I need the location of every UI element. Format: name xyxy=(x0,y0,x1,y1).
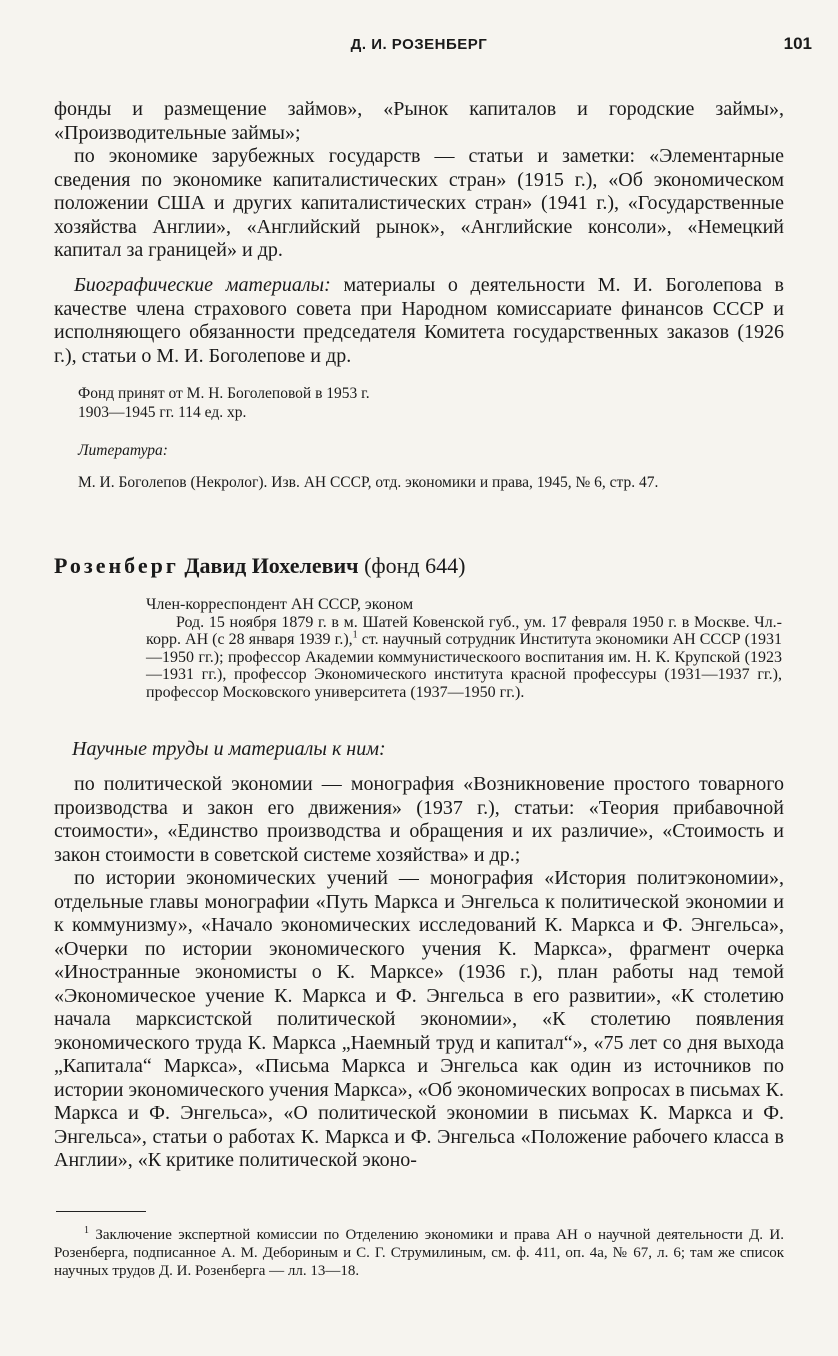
person-heading xyxy=(54,553,784,579)
page-number: 101 xyxy=(783,34,812,53)
bio-materials-section xyxy=(54,274,784,368)
works-heading: Научные труды и материалы к ним: xyxy=(72,738,386,760)
person-surname: Розенберг xyxy=(54,553,179,578)
footnote-ref: 1 xyxy=(352,629,358,641)
fund-info xyxy=(78,385,778,422)
person-fund: (фонд 644) xyxy=(358,553,466,578)
literature-text: М. И. Боголепов (Некролог). Изв. АН СССР, отд. экономики и права, 1945, № 6, стр. 47. xyxy=(78,474,659,491)
footnote xyxy=(54,1226,784,1280)
footnote-separator xyxy=(56,1211,146,1212)
continuation-paragraph-2: по экономике зарубежных государств — статьи и заметки: «Элементарные сведения по экономике капиталистических стран» (1915 г.), «Об экономическом положении США и других капиталистических стран» (1941 г.), «Государственные хозяйства Англии», «Английский рынок», «Английские консоли», «Немецкий капитал за границей» и др. xyxy=(54,145,784,261)
person-given-names: Давид Иохелевич xyxy=(178,553,359,578)
continuation-paragraph-1: фонды и размещение займов», «Рынок капиталов и городские займы», «Производительные займы»; xyxy=(54,98,784,144)
person-title-line: Член-корреспондент АН СССР, эконом xyxy=(146,596,414,613)
running-title: Д. И. РОЗЕНБЕРГ xyxy=(350,36,488,53)
works-paragraph-1: по политической экономии — монография «Возникновение простого товарного производства и закон его движения» (1937 г.), статьи: «Теория прибавочной стоимости», «Единство производства и обращения и их различие», «Стоимость и закон стоимости в советской системе хозяйства» и др.; xyxy=(54,773,784,866)
bio-materials-label: Биографические материалы: xyxy=(74,274,331,296)
works-section xyxy=(54,773,784,1173)
continuation-section xyxy=(54,98,784,263)
bio-materials-text: материалы о деятельности М. И. Боголепова в качестве члена страхового совета при Народном комиссариате финансов СССР и исполняющего обязанности председателя Комитета государственных заказов (1926 г.), статьи о М. И. Боголепове и др. xyxy=(54,274,784,367)
footnote-marker: 1 xyxy=(84,1225,89,1236)
fund-info-line-1: Фонд принят от М. Н. Боголеповой в 1953 г. xyxy=(78,385,370,402)
literature-label: Литература: xyxy=(78,442,168,459)
person-bio xyxy=(146,596,782,702)
person-bio-text: Род. 15 ноября 1879 г. в м. Шатей Ковенской губ., ум. 17 февраля 1950 г. в Москве. Чл.-корр. АН (с 28 января 1939 г.),$^1$ ст. научный сотрудник Института экономики АН СССР (1931—1950 гг.); профессор Академии коммунистическоого воспитания им. Н. К. Крупской (1923—1931 гг.), профессор Экономического института красной профессуры (1931—1937 гг.), профессор Московского университета (1937—1950 гг.). xyxy=(146,613,783,701)
footnote-text: Заключение экспертной комиссии по Отделению экономики и права АН о научной деятельности Д. И. Розенберга, подписанное А. М. Дебориным и С. Г. Струмилиным, см. ф. 411, оп. 4а, № 67, л. 6; там же список научных трудов Д. И. Розенберга — лл. 13—18. xyxy=(54,1227,784,1279)
works-paragraph-2: по истории экономических учений — монография «История политэкономии», отдельные главы монографии «Путь Маркса и Энгельса к политической экономии и к коммунизму», «Начало экономических исследований К. Маркса и Ф. Энгельса», «Очерки по истории экономического учения К. Маркса», фрагмент очерка «Иностранные экономисты о К. Марксе» (1936 г.), план работы над темой «Экономическое учение К. Маркса и Ф. Энгельса в его развитии», «К столетию начала марксистской политической экономии», «К столетию появления экономического труда К. Маркса „Наемный труд и капитал“», «75 лет со дня выхода „Капитала“ Маркса», «Письма Маркса и Энгельса как один из источников по истории экономического учения Маркса», «Об экономических вопросах в письмах К. Маркса и Ф. Энгельса», «О политической экономии в письмах К. Маркса и Ф. Энгельса», статьи о работах К. Маркса и Ф. Энгельса «Положение рабочего класса в Англии», «К критике политической эконо- xyxy=(54,867,784,1171)
fund-info-line-2: 1903—1945 гг. 114 ед. хр. xyxy=(78,403,247,421)
